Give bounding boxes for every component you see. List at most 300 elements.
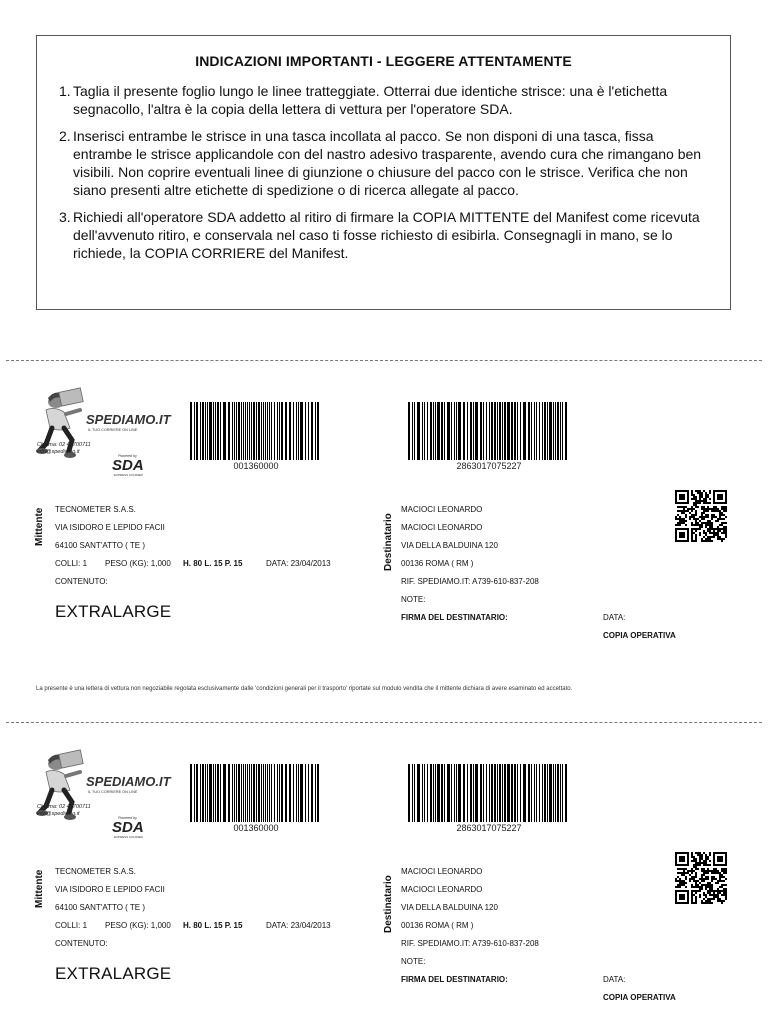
qr-module — [705, 902, 707, 904]
sda-sub: EXPRESS COURIER — [114, 835, 143, 839]
qr-module — [705, 538, 707, 540]
instruction-number: 1. — [59, 83, 71, 99]
qr-module — [721, 868, 723, 870]
barcode-bar — [200, 402, 201, 460]
barcode-bar — [298, 402, 299, 460]
qr-module — [677, 884, 679, 886]
qr-module — [705, 526, 707, 528]
qr-module — [703, 522, 705, 524]
qr-module — [721, 528, 723, 530]
qr-module — [725, 530, 727, 532]
qr-module — [717, 880, 719, 882]
qr-module — [703, 880, 705, 882]
qr-module — [717, 530, 719, 532]
qr-module — [691, 494, 693, 496]
qr-module — [693, 494, 695, 496]
qr-module — [725, 508, 727, 510]
qr-module — [717, 896, 719, 898]
sender-colli: COLLI: 1 — [55, 921, 88, 930]
qr-module — [695, 866, 697, 868]
logo-email: info@spediamo.it — [37, 811, 80, 817]
qr-module — [681, 518, 683, 520]
qr-module — [697, 500, 699, 502]
qr-module — [717, 538, 719, 540]
qr-module — [713, 898, 715, 900]
qr-module — [677, 514, 679, 516]
qr-module — [713, 532, 715, 534]
qr-module — [711, 508, 713, 510]
qr-module — [685, 516, 687, 518]
qr-module — [725, 526, 727, 528]
qr-module — [677, 886, 679, 888]
barcode-bar — [408, 402, 410, 460]
qr-module — [709, 888, 711, 890]
qr-module — [703, 852, 705, 854]
qr-module — [705, 494, 707, 496]
legal-notice: La presente è una lettera di vettura non negoziabile regolata esclusivamente dalle 'condizioni generali per il trasporto' riportate sul modulo vendita che il mittente dichiara di avere esaminato ed accettato. — [36, 686, 573, 692]
logo-brand: SPEDIAMO.IT — [86, 412, 171, 427]
barcode-bar — [417, 764, 420, 822]
qr-module — [697, 506, 699, 508]
barcode-bar — [528, 402, 530, 460]
instruction-text: Richiedi all'operatore SDA addetto al ritiro di firmare la COPIA MITTENTE del Manifest come ricevuta dell'avvenuto ritiro, e conservala nel caso ti fosse richiesto di esibirla. Consegnagli in mano, se lo richiede, la COPIA CORRIERE del Manifest. — [73, 209, 700, 261]
sda-sub: EXPRESS COURIER — [114, 473, 143, 477]
barcode-bar — [502, 402, 503, 460]
qr-module — [703, 500, 705, 502]
qr-module — [691, 884, 693, 886]
barcode-bar — [279, 764, 280, 822]
qr-module — [707, 506, 709, 508]
qr-module — [707, 524, 709, 526]
barcode-bar — [520, 402, 521, 460]
qr-module — [705, 532, 707, 534]
qr-module — [709, 890, 711, 892]
qr-module — [705, 884, 707, 886]
barcode-bar — [422, 402, 423, 460]
qr-module — [709, 520, 711, 522]
qr-module — [691, 856, 693, 858]
qr-module — [725, 506, 727, 508]
barcode-bar — [504, 764, 506, 822]
qr-module — [709, 882, 711, 884]
qr-module — [707, 902, 709, 904]
logo-contact — [37, 442, 91, 456]
shipping-label — [0, 724, 768, 1014]
recipient-date-label: DATA: — [603, 613, 626, 622]
qr-module — [711, 524, 713, 526]
barcode-bar — [202, 764, 204, 822]
qr-module — [683, 518, 685, 520]
barcode-bar — [243, 402, 244, 460]
sender-city: 64100 SANT'ATTO ( TE ) — [55, 541, 145, 550]
qr-module — [723, 508, 725, 510]
barcode-bar — [251, 764, 252, 822]
qr-module — [695, 900, 697, 902]
barcode-bar — [467, 402, 468, 460]
barcode-bar — [209, 402, 212, 460]
qr-module — [723, 510, 725, 512]
qr-module — [697, 884, 699, 886]
recipient-city: 00136 ROMA ( RM ) — [401, 559, 474, 568]
qr-module — [691, 898, 693, 900]
qr-module — [707, 870, 709, 872]
qr-module — [701, 538, 703, 540]
recipient-city: 00136 ROMA ( RM ) — [401, 921, 474, 930]
qr-finder — [679, 856, 685, 862]
qr-module — [703, 490, 705, 492]
qr-module — [705, 500, 707, 502]
qr-module — [709, 524, 711, 526]
qr-module — [695, 528, 697, 530]
barcode-bar — [534, 764, 535, 822]
qr-module — [703, 878, 705, 880]
barcode-bar — [251, 402, 252, 460]
sender-dims: H. 80 L. 15 P. 15 — [183, 559, 243, 568]
qr-module — [691, 900, 693, 902]
barcode-bar — [271, 402, 272, 460]
barcode-bar — [483, 764, 484, 822]
qr-module — [697, 854, 699, 856]
instruction-number: 3. — [59, 209, 71, 225]
qr-module — [695, 892, 697, 894]
qr-module — [705, 862, 707, 864]
qr-module — [701, 518, 703, 520]
qr-module — [713, 534, 715, 536]
qr-module — [723, 894, 725, 896]
qr-module — [695, 862, 697, 864]
qr-module — [705, 510, 707, 512]
barcode-bar — [267, 402, 268, 460]
barcode-bar — [207, 402, 208, 460]
qr-module — [713, 536, 715, 538]
qr-module — [717, 882, 719, 884]
qr-module — [721, 524, 723, 526]
barcode-bar — [414, 764, 415, 822]
qr-module — [717, 510, 719, 512]
qr-module — [687, 508, 689, 510]
qr-module — [699, 862, 701, 864]
qr-module — [717, 888, 719, 890]
qr-module — [691, 878, 693, 880]
barcode-bar — [298, 764, 299, 822]
qr-module — [725, 532, 727, 534]
qr-module — [723, 872, 725, 874]
qr-module — [681, 506, 683, 508]
barcode-bar — [557, 402, 559, 460]
qr-module — [713, 506, 715, 508]
barcode-bar — [531, 764, 532, 822]
qr-module — [705, 854, 707, 856]
barcode-bar — [234, 764, 235, 822]
qr-module — [693, 532, 695, 534]
spediamo-logo — [36, 384, 171, 484]
qr-module — [699, 534, 701, 536]
barcode-bar — [277, 764, 278, 822]
qr-module — [715, 508, 717, 510]
qr-module — [711, 884, 713, 886]
instruction-item — [59, 127, 709, 199]
barcode-bar — [547, 402, 548, 460]
qr-module — [705, 878, 707, 880]
qr-module — [693, 880, 695, 882]
qr-module — [713, 872, 715, 874]
recipient-name-2: MACIOCI LEONARDO — [401, 885, 483, 894]
instructions-box — [36, 35, 731, 310]
qr-module — [689, 874, 691, 876]
qr-module — [691, 538, 693, 540]
qr-module — [717, 892, 719, 894]
qr-module — [701, 500, 703, 502]
qr-module — [675, 878, 677, 880]
qr-module — [679, 522, 681, 524]
barcode-bar — [285, 402, 287, 460]
qr-module — [701, 496, 703, 498]
qr-module — [683, 882, 685, 884]
qr-module — [691, 530, 693, 532]
qr-module — [701, 508, 703, 510]
qr-module — [699, 886, 701, 888]
barcode-bar — [514, 764, 516, 822]
qr-module — [717, 894, 719, 896]
barcode-bar — [241, 402, 242, 460]
qr-module — [677, 518, 679, 520]
qr-module — [707, 868, 709, 870]
sender-colli: COLLI: 1 — [55, 559, 88, 568]
qr-module — [691, 492, 693, 494]
qr-module — [707, 514, 709, 516]
qr-module — [703, 510, 705, 512]
qr-module — [677, 876, 679, 878]
qr-module — [701, 874, 703, 876]
qr-module — [703, 530, 705, 532]
qr-module — [707, 528, 709, 530]
qr-module — [719, 886, 721, 888]
qr-module — [693, 886, 695, 888]
sender-label: Mittente — [34, 869, 45, 908]
qr-module — [711, 880, 713, 882]
qr-module — [691, 490, 693, 492]
qr-module — [701, 516, 703, 518]
qr-module — [695, 858, 697, 860]
barcode-bar — [542, 764, 543, 822]
qr-module — [713, 892, 715, 894]
qr-module — [711, 540, 713, 542]
qr-module — [695, 896, 697, 898]
barcode-bar — [499, 402, 501, 460]
qr-module — [725, 894, 727, 896]
qr-module — [703, 874, 705, 876]
instruction-number: 2. — [59, 128, 71, 144]
barcode-bar — [256, 402, 257, 460]
logo-phone: Chiama: 02 40700711 — [37, 442, 91, 448]
qr-module — [709, 530, 711, 532]
qr-module — [703, 892, 705, 894]
qr-module — [693, 870, 695, 872]
qr-module — [713, 896, 715, 898]
qr-module — [699, 524, 701, 526]
barcode-bar — [196, 402, 198, 460]
barcode-bar — [560, 402, 561, 460]
qr-module — [693, 894, 695, 896]
qr-module — [711, 528, 713, 530]
qr-module — [717, 870, 719, 872]
qr-module — [709, 886, 711, 888]
cut-line — [6, 360, 762, 361]
barcode-bar — [263, 764, 264, 822]
qr-module — [713, 510, 715, 512]
barcode-bar — [261, 402, 262, 460]
qr-module — [695, 520, 697, 522]
barcode-bar — [308, 764, 309, 822]
qr-module — [675, 880, 677, 882]
qr-module — [701, 878, 703, 880]
qr-module — [707, 522, 709, 524]
barcode-bar — [536, 764, 537, 822]
qr-module — [715, 872, 717, 874]
qr-module — [695, 868, 697, 870]
qr-module — [701, 888, 703, 890]
qr-module — [723, 880, 725, 882]
qr-module — [701, 870, 703, 872]
qr-module — [693, 866, 695, 868]
qr-module — [725, 896, 727, 898]
qr-module — [709, 528, 711, 530]
qr-module — [725, 892, 727, 894]
barcode-bar — [470, 764, 472, 822]
recipient-name: MACIOCI LEONARDO — [401, 867, 483, 876]
qr-module — [713, 868, 715, 870]
qr-module — [697, 862, 699, 864]
barcode-bar — [234, 402, 235, 460]
qr-module — [701, 524, 703, 526]
barcode-bar — [470, 402, 472, 460]
qr-module — [719, 512, 721, 514]
qr-module — [691, 516, 693, 518]
barcode-bar — [261, 764, 262, 822]
qr-module — [703, 536, 705, 538]
qr-module — [709, 522, 711, 524]
barcode-bar — [269, 402, 270, 460]
qr-module — [715, 534, 717, 536]
recipient-address: VIA DELLA BALDUINA 120 — [401, 903, 498, 912]
qr-module — [707, 538, 709, 540]
qr-module — [713, 514, 715, 516]
qr-module — [679, 520, 681, 522]
qr-module — [693, 890, 695, 892]
barcode-bar — [539, 764, 540, 822]
qr-module — [719, 876, 721, 878]
qr-module — [695, 898, 697, 900]
qr-module — [705, 888, 707, 890]
barcode-bar — [489, 764, 490, 822]
barcode-bar — [547, 764, 548, 822]
qr-module — [723, 892, 725, 894]
barcode-bar — [475, 402, 478, 460]
barcode-bar — [473, 764, 474, 822]
qr-module — [683, 872, 685, 874]
qr-module — [703, 902, 705, 904]
barcode-bar — [494, 402, 496, 460]
barcode-bar — [441, 764, 443, 822]
barcode-bar — [511, 764, 513, 822]
qr-module — [713, 516, 715, 518]
qr-module — [703, 894, 705, 896]
barcode-bar — [562, 402, 563, 460]
qr-module — [721, 532, 723, 534]
barcode-bar — [441, 402, 443, 460]
qr-module — [713, 890, 715, 892]
barcode-bar — [209, 764, 212, 822]
qr-module — [709, 864, 711, 866]
barcode-bar — [463, 764, 465, 822]
logo-contact — [37, 804, 91, 818]
qr-module — [691, 860, 693, 862]
qr-module — [703, 884, 705, 886]
qr-module — [721, 508, 723, 510]
qr-module — [697, 518, 699, 520]
barcode-bar — [317, 764, 319, 822]
barcode-bar — [560, 764, 561, 822]
qr-module — [683, 884, 685, 886]
qr-module — [703, 508, 705, 510]
qr-module — [725, 878, 727, 880]
qr-module — [705, 514, 707, 516]
qr-module — [693, 518, 695, 520]
barcode-bar — [249, 402, 250, 460]
qr-module — [701, 514, 703, 516]
qr-module — [703, 502, 705, 504]
recipient-signature-label: FIRMA DEL DESTINATARIO: — [401, 613, 508, 622]
qr-module — [691, 506, 693, 508]
qr-module — [689, 878, 691, 880]
qr-module — [691, 522, 693, 524]
qr-module — [707, 856, 709, 858]
qr-module — [693, 878, 695, 880]
qr-module — [691, 498, 693, 500]
sender-label: Mittente — [34, 507, 45, 546]
qr-module — [695, 884, 697, 886]
barcode-bar — [258, 764, 260, 822]
barcode-bar — [289, 402, 291, 460]
sender-city: 64100 SANT'ATTO ( TE ) — [55, 903, 145, 912]
barcode-bar — [433, 402, 434, 460]
qr-module — [679, 878, 681, 880]
qr-module — [693, 516, 695, 518]
qr-module — [721, 870, 723, 872]
qr-module — [719, 900, 721, 902]
barcode-left-number: 001360000 — [233, 461, 279, 471]
qr-module — [719, 516, 721, 518]
qr-module — [691, 876, 693, 878]
qr-module — [699, 894, 701, 896]
qr-module — [703, 862, 705, 864]
qr-code — [675, 852, 727, 904]
barcode-bar — [256, 764, 257, 822]
barcode-bar — [265, 764, 266, 822]
barcode-bar — [200, 764, 201, 822]
qr-module — [695, 874, 697, 876]
barcode-bar — [430, 402, 432, 460]
qr-module — [699, 494, 701, 496]
qr-module — [715, 882, 717, 884]
barcode-bar — [520, 764, 521, 822]
barcode-bar — [281, 764, 283, 822]
barcode-bar — [274, 764, 275, 822]
package-size: EXTRALARGE — [55, 602, 172, 621]
qr-module — [707, 496, 709, 498]
qr-module — [709, 898, 711, 900]
qr-module — [709, 536, 711, 538]
